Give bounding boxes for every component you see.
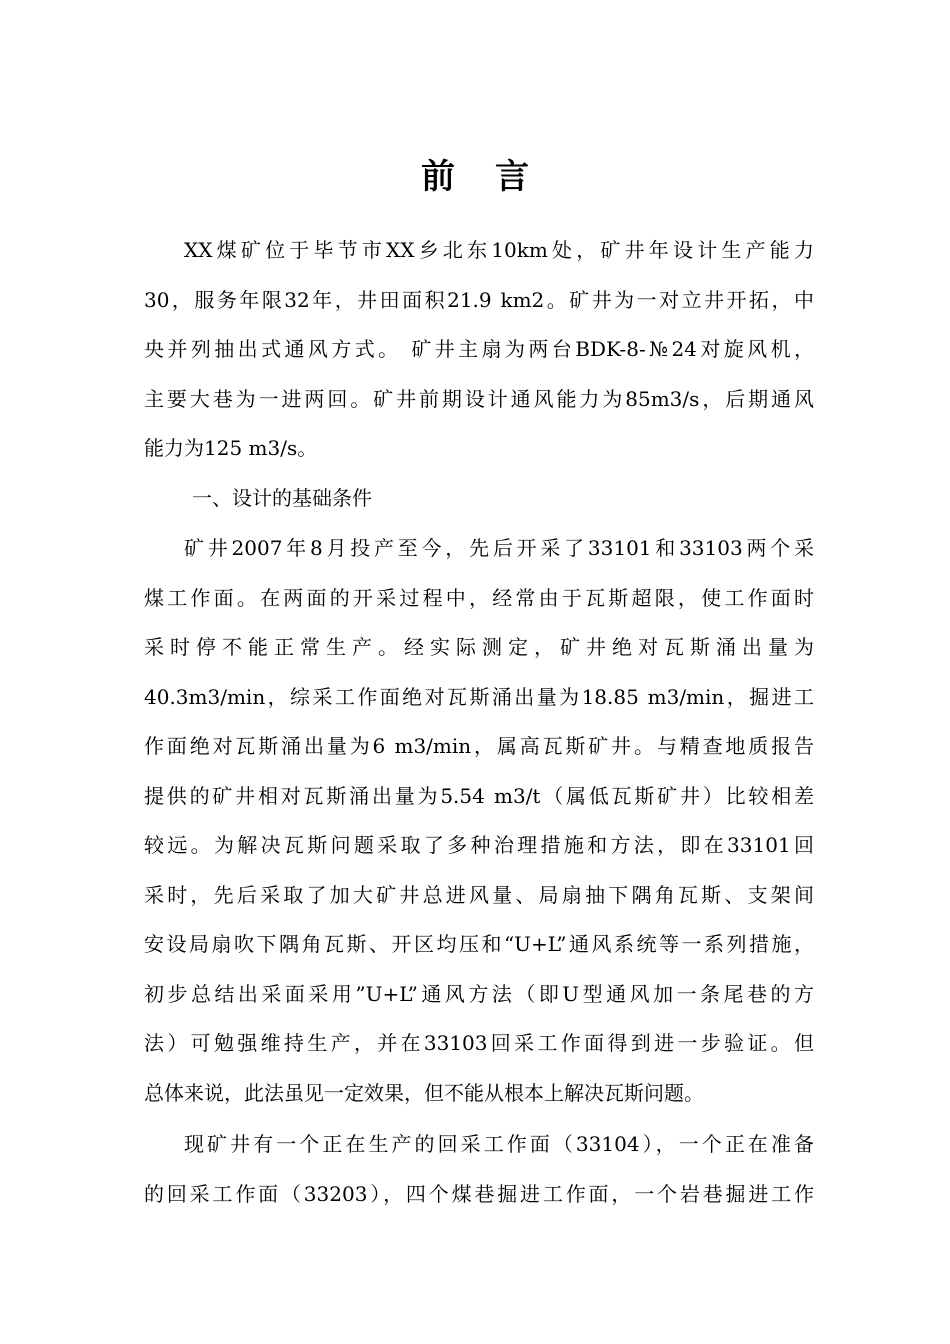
text-line: 矿井2007年8月投产至今，先后开采了33101和33103两个采 bbox=[184, 536, 814, 560]
paragraph-current-status bbox=[144, 1120, 814, 1219]
page-title: 前言 bbox=[421, 157, 569, 197]
text-line: 作面绝对瓦斯涌出量为6 m3/min，属高瓦斯矿井。与精查地质报告 bbox=[144, 734, 814, 758]
text-line: 初步总结出采面采用”U+L”通风方法（即U型通风加一条尾巷的方 bbox=[144, 981, 814, 1006]
section-heading bbox=[144, 474, 814, 524]
section-heading-text: 一、设计的基础条件 bbox=[192, 486, 372, 510]
text-line: 煤工作面。在两面的开采过程中，经常由于瓦斯超限，使工作面时 bbox=[144, 585, 814, 610]
text-line: XX煤矿位于毕节市XX乡北东10km处，矿井年设计生产能力 bbox=[184, 238, 814, 262]
paragraph-intro bbox=[144, 226, 814, 474]
text-line: 40.3m3/min，综采工作面绝对瓦斯涌出量为18.85 m3/min，掘进工 bbox=[144, 684, 814, 709]
text-line: 央并列抽出式通风方式。 矿井主扇为两台BDK-8-№24对旋风机， bbox=[144, 337, 814, 361]
text-line: 采时停不能正常生产。经实际测定，矿井绝对瓦斯涌出量为 bbox=[144, 635, 814, 659]
text-line: 提供的矿井相对瓦斯涌出量为5.54 m3/t（属低瓦斯矿井）比较相差 bbox=[144, 783, 814, 808]
text-line: 安设局扇吹下隅角瓦斯、开区均压和“U+L”通风系统等一系列措施， bbox=[144, 932, 814, 956]
paragraph-conditions bbox=[144, 524, 814, 1118]
text-line: 能力为125 m3/s。 bbox=[144, 436, 318, 460]
text-line: 30，服务年限32年，井田面积21.9 km2。矿井为一对立井开拓，中 bbox=[144, 287, 814, 312]
text-line: 现矿井有一个正在生产的回采工作面（33104），一个正在准备 bbox=[184, 1132, 814, 1156]
text-line: 主要大巷为一进两回。矿井前期设计通风能力为85m3/s，后期通风 bbox=[144, 386, 814, 411]
text-line: 较远。为解决瓦斯问题采取了多种治理措施和方法，即在33101回 bbox=[144, 833, 814, 857]
text-line: 的回采工作面（33203），四个煤巷掘进工作面，一个岩巷掘进工作 bbox=[144, 1181, 814, 1206]
text-line: 采时，先后采取了加大矿井总进风量、局扇抽下隅角瓦斯、支架间 bbox=[144, 882, 814, 907]
text-line: 法）可勉强维持生产，并在33103回采工作面得到进一步验证。但 bbox=[144, 1031, 814, 1055]
text-line: 总体来说，此法虽见一定效果，但不能从根本上解决瓦斯问题。 bbox=[144, 1080, 704, 1105]
